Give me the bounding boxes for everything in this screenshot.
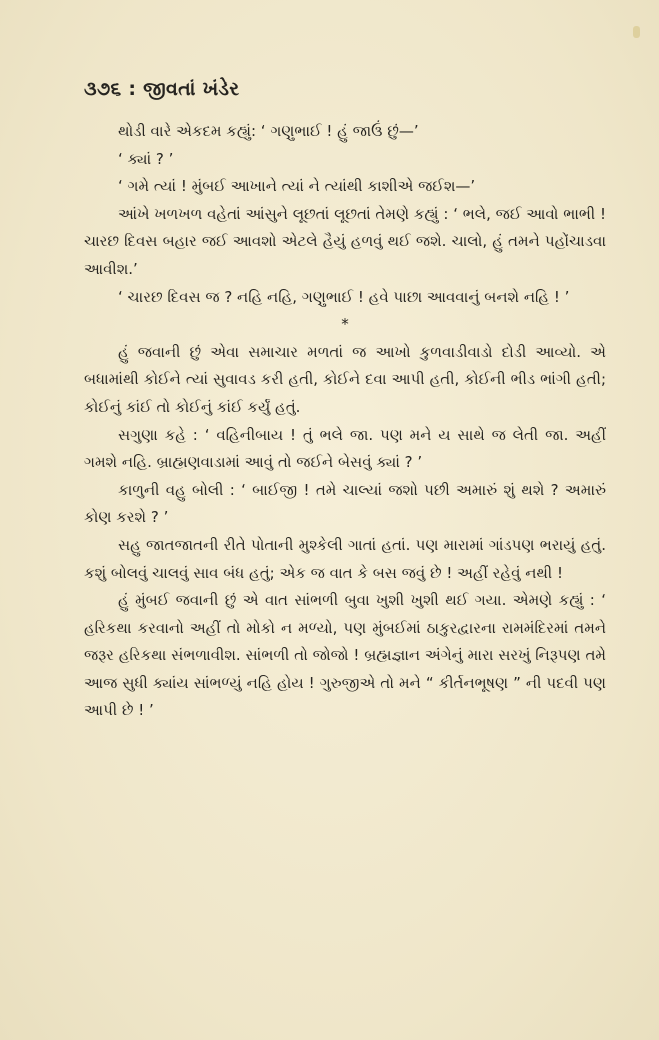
paragraph: સગુણા કહે : ‘ વહિનીબાય ! તું ભલે જા. પણ મને ય સાથે જ લેતી જા. અહીં ગમશે નહિ. બ્રાહ્મણવાડામાં આવું તો જઈને બેસવું ક્યાં ? ’ bbox=[84, 425, 606, 472]
paragraph: કાળુની વહુ બોલી : ‘ બાઈજી ! તમે ચાલ્યાં જશો પછી અમારું શું થશે ? અમારું કોણ કરશે ? ’ bbox=[84, 480, 606, 527]
paper-stain bbox=[633, 26, 640, 38]
paragraph: હું જવાની છું એવા સમાચાર મળતાં જ આખો કુળવાડીવાડો દોડી આવ્યો. એ બધામાંથી કોઈને ત્યાં સુવાવડ કરી હતી, કોઈને દવા આપી હતી, કોઈની ભીડ ભાંગી હતી; કોઈનું કાંઈ તો કોઈનું કાંઈ કર્યું હતું. bbox=[84, 342, 606, 416]
paragraph: હું મુંબઈ જવાની છું એ વાત સાંભળી બુવા ખુશી ખુશી થઈ ગયા. એમણે કહ્યું : ‘ હરિકથા કરવાનો અહીં તો મોકો ન મળ્યો, પણ મુંબઈમાં ઠાકુરદ્વારના રામમંદિરમાં તમને જરૂર હરિકથા સંભળાવીશ. સાંભળી તો જોજો ! બ્રહ્મજ્ઞાન અંગેનું મારા સરખું નિરૂપણ તમે આજ સુધી ક્યાંય સાંભળ્યું નહિ હોય ! ગુરુજીએ તો મને “ કીર્તનભૂષણ ” ની પદવી પણ આપી છે ! ’ bbox=[84, 591, 606, 720]
body-text bbox=[84, 118, 606, 725]
running-head: ૩૭૬ : જીવતાં ખંડેર bbox=[84, 78, 240, 100]
paragraph: ‘ ગમે ત્યાં ! મુંબઈ આખાને ત્યાં ને ત્યાંથી કાશીએ જઈશ—’ bbox=[118, 177, 476, 196]
paragraph: ‘ ચારછ દિવસ જ ? નહિ નહિ, ગણુભાઈ ! હવે પાછા આવવાનું બનશે નહિ ! ’ bbox=[118, 287, 570, 306]
section-break: * bbox=[341, 315, 349, 334]
paragraph: થોડી વારે એકદમ કહ્યું: ‘ ગણુભાઈ ! હું જાઉં છું—’ bbox=[118, 122, 419, 140]
paragraph: ‘ ક્યાં ? ’ bbox=[118, 149, 174, 168]
paragraph: આંખે ખળખળ વહેતાં આંસુને લૂછતાં લૂછતાં તેમણે કહ્યું : ‘ ભલે, જઈ આવો ભાભી ! ચારછ દિવસ બહાર જઈ આવશો એટલે હૈયું હળવું થઈ જશે. ચાલો, હું તમને પહોંચાડવા આવીશ.’ bbox=[84, 204, 606, 278]
paragraph: સહુ જાતજાતની રીતે પોતાની મુશ્કેલી ગાતાં હતાં. પણ મારામાં ગાંડપણ ભરાયું હતું. કશું બોલવું ચાલવું સાવ બંધ હતું; એક જ વાત કે બસ જવું છે ! અહીં રહેવું નથી ! bbox=[84, 535, 606, 582]
